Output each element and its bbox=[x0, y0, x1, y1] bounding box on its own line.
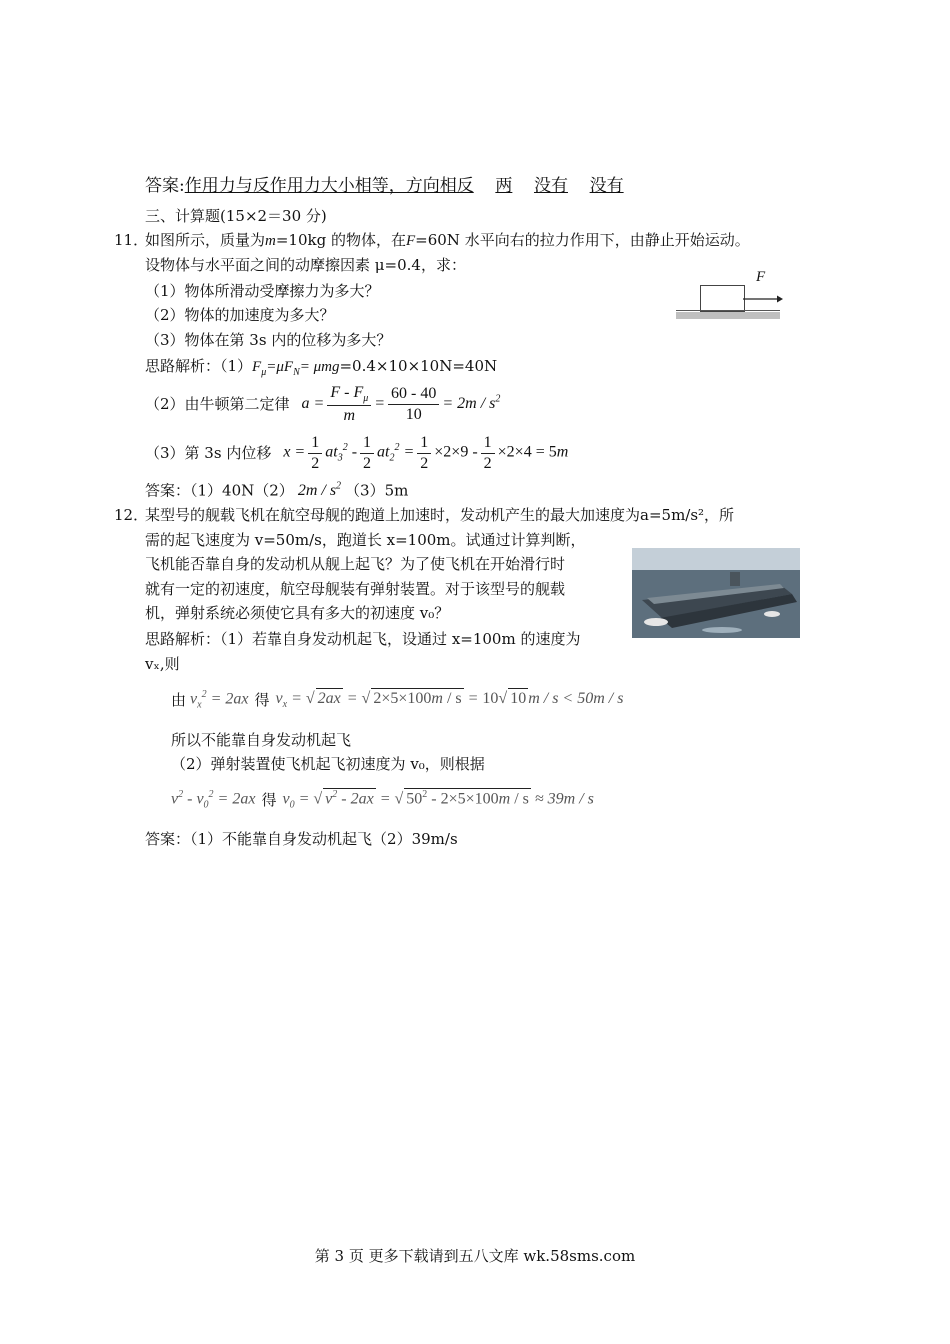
q12-line4: 就有一定的初速度，航空母舰装有弹射装置。对于该型号的舰载 bbox=[145, 580, 566, 598]
q12-answer: 答案：（1）不能靠自身发动机起飞（2）39m/s bbox=[145, 830, 458, 848]
q12-line3: 飞机能否靠自身的发动机从舰上起飞？为了使飞机在开始滑行时 bbox=[145, 555, 566, 573]
force-arrow-icon bbox=[743, 294, 783, 304]
eq1-left: $v_x^2 = 2ax$ bbox=[190, 688, 249, 711]
answer-blank-2: 两 bbox=[495, 176, 513, 196]
force-label: F bbox=[756, 269, 766, 285]
q11-text: 如图所示，质量为 bbox=[145, 231, 266, 249]
answer-end: （3）5m bbox=[345, 481, 409, 500]
q12-line5: 机，弹射系统必须使它具有多大的初速度 v₀？ bbox=[145, 604, 450, 622]
eq1-prefix: 由 bbox=[171, 691, 187, 709]
q12-equation-2 bbox=[171, 782, 594, 818]
answer-label: 答案: bbox=[145, 176, 185, 196]
q12-number: 12． bbox=[114, 506, 149, 524]
q12-text: 某型号的舰载飞机在航空母舰的跑道上加速时，发动机产生的最大加速度为 bbox=[145, 506, 641, 524]
solution-2-label: （2）由牛顿第二定律 bbox=[145, 395, 290, 413]
q12-solution-2: （2）弹射装置使飞机起飞初速度为 v₀，则根据 bbox=[171, 755, 485, 773]
eq1-mid: 得 bbox=[254, 691, 270, 709]
aircraft-carrier-photo bbox=[632, 548, 800, 638]
top-answer-line bbox=[145, 176, 624, 196]
block-figure bbox=[676, 270, 786, 322]
q11-sub2: （2）物体的加速度为多大？ bbox=[145, 306, 335, 324]
q11-solution-1: 思路解析：$(1)F_\mu=\mu F_N= \mu mg=0.4\times 10\times 10N=40N$ bbox=[145, 357, 498, 378]
answer-acceleration: $2m / s^2$ bbox=[297, 481, 342, 500]
carrier-ship-icon bbox=[632, 548, 800, 638]
ground-surface bbox=[676, 312, 780, 319]
q12-equation-1 bbox=[171, 682, 623, 718]
displacement-equation: x = $\frac{1}{2}$ $at_3^2$ - $\frac{1}{2}$ $at_2^2$ = $\frac{1}{2}$ ×2×9 - $\frac{1}{2}$ ×2×4 = 5m bbox=[283, 434, 569, 472]
q12-text: a=5m/s²，所 bbox=[640, 506, 735, 524]
answer-label: 答案：（1）40N（2） bbox=[145, 481, 294, 500]
q12-conclusion-1: 所以不能靠自身发动机起飞 bbox=[171, 731, 352, 749]
solution-label: 思路解析：（1） bbox=[145, 357, 253, 375]
eq1-right: $v_x$ = √ 2ax = √ 2×5×100m / s = 10√ 10 m / s < 50m / s bbox=[275, 690, 624, 711]
section-title: 三、计算题(15×2＝30 分) bbox=[145, 207, 327, 225]
solution-3-label: （3）第 3s 内位移 bbox=[145, 444, 272, 462]
ground-line bbox=[676, 310, 780, 311]
q11-sub3: （3）物体在第 3s 内的位移为多大？ bbox=[145, 331, 392, 349]
eq2-right: $v_0$ = √ $v^2 - 2ax$ = √ $50^2 - 2\times 5\times 100m / s \approx 39m / s$ bbox=[282, 789, 594, 811]
q11-mass-var: m bbox=[265, 233, 276, 249]
acceleration-equation: a = $\frac{F - F_\mu}{m}$ = $\frac{60 - 40}{10}$ = $2m / s^2$ bbox=[301, 383, 501, 424]
q12-solution-line2: vₓ,则 bbox=[145, 655, 180, 673]
q11-sub1: （1）物体所滑动受摩擦力为多大？ bbox=[145, 282, 380, 300]
eq2-mid: 得 bbox=[261, 791, 277, 809]
q11-solution-2 bbox=[145, 381, 500, 427]
block-shape bbox=[700, 285, 745, 312]
q12-line1 bbox=[145, 506, 734, 524]
q11-solution-3 bbox=[145, 430, 568, 476]
q11-number: 11． bbox=[114, 231, 149, 249]
q11-line1 bbox=[145, 231, 750, 250]
page-footer: 第 3 页 更多下载请到五八文库 wk.58sms.com bbox=[314, 1247, 636, 1265]
q12-solution-line1: 思路解析：（1）若靠自身发动机起飞，设通过 x=100m 的速度为 bbox=[145, 630, 581, 648]
answer-blank-1: 作用力与反作用力大小相等，方向相反 bbox=[184, 176, 474, 196]
q11-force-var: F bbox=[405, 233, 416, 249]
answer-blank-4: 没有 bbox=[589, 176, 624, 196]
q11-answer bbox=[145, 481, 408, 501]
friction-equation: $F_\mu=\mu F_N= \mu mg$ bbox=[252, 359, 340, 378]
q11-text: =10kg 的物体，在 bbox=[275, 231, 406, 249]
eq2-left: $v^2 - v_0^2 = 2ax$ bbox=[171, 788, 256, 811]
q12-line2: 需的起飞速度为 v=50m/s，跑道长 x=100m。试通过计算判断， bbox=[145, 531, 586, 549]
answer-blank-3: 没有 bbox=[533, 176, 568, 196]
q11-line2: 设物体与水平面之间的动摩擦因素 μ=0.4，求： bbox=[145, 256, 466, 274]
q11-text: =60N 水平向右的拉力作用下，由静止开始运动。 bbox=[415, 231, 750, 249]
